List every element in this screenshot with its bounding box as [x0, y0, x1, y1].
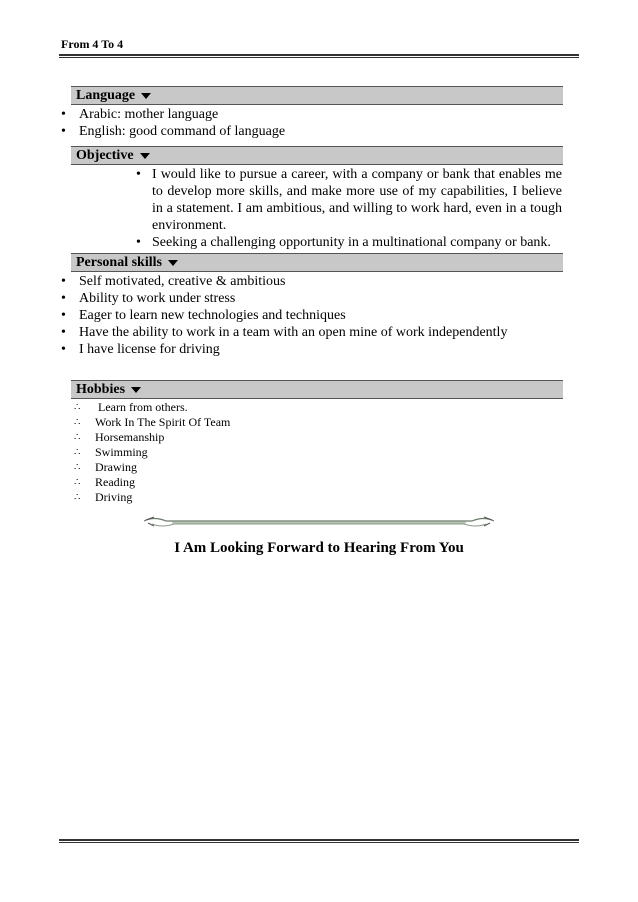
list-item: • Eager to learn new technologies and techniques [61, 308, 346, 323]
footer-divider [59, 839, 579, 843]
therefore-bullet-icon: ∴ [74, 417, 80, 428]
section-header-objective [71, 146, 563, 165]
list-item: ∴ Reading [74, 475, 135, 489]
list-item: ∴ Horsemanship [74, 430, 165, 444]
bullet-icon: • [61, 107, 66, 122]
page-header-title: From 4 To 4 [61, 37, 124, 51]
caret-down-icon [168, 260, 178, 266]
list-item: • I have license for driving [61, 342, 220, 357]
therefore-bullet-icon: ∴ [74, 492, 80, 503]
therefore-bullet-icon: ∴ [74, 402, 80, 413]
list-item: ∴ Drawing [74, 460, 137, 474]
bullet-icon: • [61, 274, 66, 289]
list-item: • English: good command of language [61, 124, 286, 139]
list-item: • Have the ability to work in a team with an open mine of work independently [61, 325, 508, 340]
therefore-bullet-icon: ∴ [74, 432, 80, 443]
list-item: • Arabic: mother language [61, 107, 219, 122]
therefore-bullet-icon: ∴ [74, 477, 80, 488]
list-item: • Seeking a challenging opportunity in a multinational company or bank. [136, 235, 551, 250]
ornamental-divider-icon [142, 515, 496, 529]
section-title-personal-skills: Personal skills [76, 255, 162, 270]
bullet-icon: • [61, 308, 66, 323]
list-item: ∴ Driving [74, 490, 133, 504]
caret-down-icon [141, 93, 151, 99]
personal-skills-list [59, 273, 507, 358]
caret-down-icon [131, 387, 141, 393]
header-divider [59, 54, 579, 58]
section-title-language: Language [76, 88, 136, 103]
section-title-hobbies: Hobbies [76, 382, 126, 397]
closing-statement: I Am Looking Forward to Hearing From You [174, 540, 464, 556]
bullet-icon: • [61, 291, 66, 306]
language-list [59, 106, 285, 140]
list-item: ∴ Swimming [74, 445, 148, 459]
section-header-personal-skills [71, 253, 563, 272]
bullet-icon: • [61, 325, 66, 340]
bullet-icon: • [61, 342, 66, 357]
hobbies-list [74, 400, 230, 505]
therefore-bullet-icon: ∴ [74, 462, 80, 473]
bullet-icon: • [136, 167, 141, 182]
bullet-icon: • [61, 124, 66, 139]
list-item: • I would like to pursue a career, with a company or bank that enables me to develop more skills, and make more use of my capabilities, I believe in a statement. I am ambitious, and willing to work hard, even in a tough environment. [136, 167, 562, 233]
list-item: • Self motivated, creative & ambitious [61, 274, 286, 289]
list-item: ∴ Work In The Spirit Of Team [74, 415, 231, 429]
list-item: • Ability to work under stress [61, 291, 236, 306]
bullet-icon: • [136, 235, 141, 250]
objective-list [134, 166, 562, 251]
section-title-objective: Objective [76, 148, 134, 163]
list-item: ∴ Learn from others. [74, 400, 188, 414]
section-header-language [71, 86, 563, 105]
caret-down-icon [140, 153, 150, 159]
section-header-hobbies [71, 380, 563, 399]
therefore-bullet-icon: ∴ [74, 447, 80, 458]
